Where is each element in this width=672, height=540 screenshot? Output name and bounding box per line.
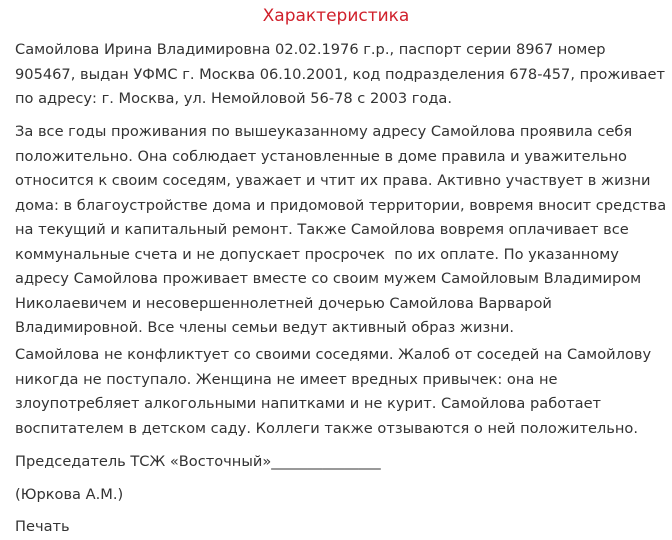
paragraph-line: по адресу: г. Москва, ул. Немойловой 56-78 с 2003 года.	[15, 90, 453, 107]
signature-line: Председатель ТСЖ «Восточный»_______________	[15, 453, 381, 470]
document-title: Характеристика	[262, 6, 410, 26]
paragraph-line: Самойлова Ирина Владимировна 02.02.1976 г.р., паспорт серии 8967 номер	[15, 41, 606, 58]
paragraph-line: относится к своим соседям, уважает и чтит их права. Активно участвует в жизни	[15, 172, 651, 189]
stamp-label: Печать	[15, 518, 70, 535]
conflict-paragraph	[15, 343, 665, 441]
paragraph-line: Николаевичем и несовершеннолетней дочерью Самойлова Варварой	[15, 294, 552, 312]
paragraph-line: злоупотребляет алкогольными напитками и не курит. Самойлова работает	[15, 395, 602, 412]
behavior-paragraph	[15, 120, 665, 341]
paragraph-line: положительно. Она соблюдает установленные в доме правила и уважительно	[15, 147, 627, 165]
paragraph-line: на текущий и капитальный ремонт. Также Самойлова вовремя оплачивает все	[15, 221, 629, 238]
paragraph-line: воспитателем в детском саду. Коллеги также отзываются о ней положительно.	[15, 419, 638, 437]
paragraph-line: никогда не поступало. Женщина не имеет вредных привычек: она не	[15, 370, 558, 388]
paragraph-line: коммунальные счета и не допускает просрочек по их оплате. По указанному	[15, 245, 619, 263]
paragraph-line: 905467, выдан УФМС г. Москва 06.10.2001, код подразделения 678-457, проживает	[15, 65, 665, 83]
paragraph-line: адресу Самойлова проживает вместе со своим мужем Самойловым Владимиром	[15, 270, 642, 287]
paragraph-line: Владимировной. Все члены семьи ведут активный образ жизни.	[15, 319, 514, 336]
paragraph-line: Самойлова не конфликтует со своими соседями. Жалоб от соседей на Самойлову	[15, 346, 652, 363]
personal-info-paragraph	[15, 38, 665, 112]
paragraph-line: За все годы проживания по вышеуказанному адресу Самойлова проявила себя	[15, 123, 633, 140]
paragraph-line: дома: в благоустройстве дома и придомовой территории, вовремя вносит средства	[15, 196, 667, 214]
signature-name: (Юркова А.М.)	[15, 486, 124, 503]
